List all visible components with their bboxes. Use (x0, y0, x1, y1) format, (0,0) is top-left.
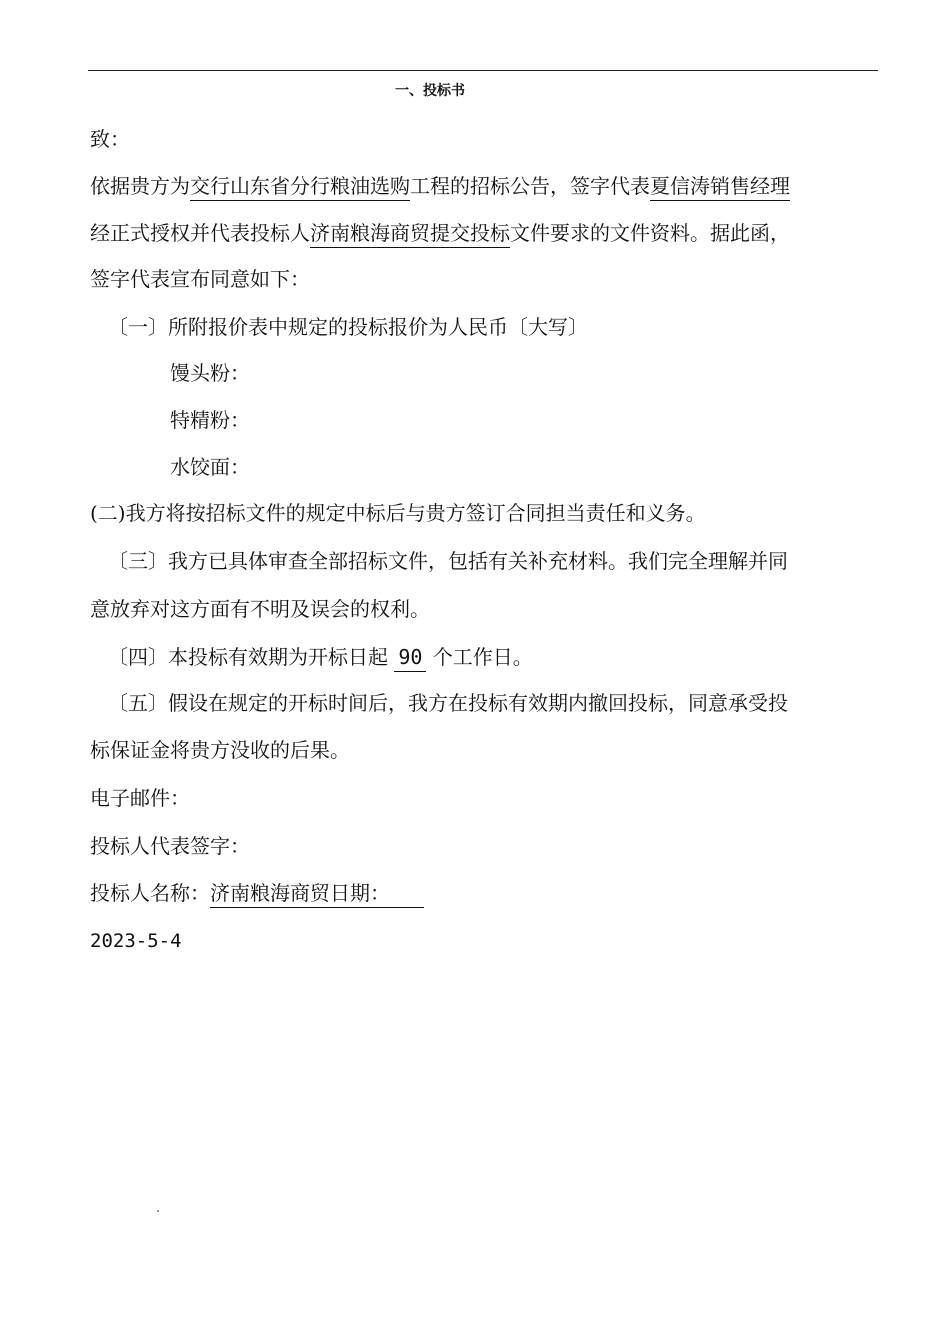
bidder-name-label: 投标人名称： (90, 881, 210, 905)
bidder-name: 济南粮海商贸提交投标 (310, 221, 510, 248)
intro-line-2 (90, 220, 790, 246)
clause-4-suffix: 个工作日。 (432, 645, 533, 669)
signature-label: 投标人代表签字： (90, 834, 250, 858)
clause-1: 〔一〕所附报价表中规定的投标报价为人民币〔大写〕 (108, 315, 588, 339)
clause-1-item: 馒头粉： (170, 361, 250, 385)
header-rule (88, 70, 878, 71)
date: 2023-5-4 (90, 930, 182, 952)
intro-text: 经正式授权并代表投标人 (90, 221, 310, 245)
intro-text: 文件要求的文件资料。据此函， (510, 221, 790, 245)
signer-name: 夏信涛销售经理 (650, 174, 790, 201)
clause-5-line-2: 标保证金将贵方没收的后果。 (90, 738, 350, 762)
intro-text: 依据贵方为 (90, 174, 190, 198)
clause-1-item: 特精粉： (170, 408, 250, 432)
clause-4 (108, 644, 533, 670)
clause-2: (二)我方将按招标文件的规定中标后与贵方签订合同担当责任和义务。 (90, 501, 706, 525)
validity-days: 90 (394, 645, 426, 672)
bidder-name-row (90, 880, 424, 906)
document-title: 一、投标书 (395, 83, 465, 99)
clause-4-prefix: 〔四〕本投标有效期为开标日起 (108, 645, 388, 669)
intro-line-3: 签字代表宣布同意如下： (90, 267, 310, 291)
clause-3-line-2: 意放弃对这方面有不明及误会的权利。 (90, 597, 430, 621)
clause-1-item: 水饺面： (170, 455, 250, 479)
clause-3-line-1: 〔三〕我方已具体审查全部招标文件，包括有关补充材料。我们完全理解并同 (108, 549, 788, 573)
intro-text: 工程的招标公告，签字代表 (410, 174, 650, 198)
bidder-name-value: 济南粮海商贸日期： (210, 881, 424, 908)
intro-line-1 (90, 173, 790, 199)
email-label: 电子邮件： (90, 786, 190, 810)
clause-5-line-1: 〔五〕假设在规定的开标时间后，我方在投标有效期内撤回投标，同意承受投 (108, 691, 788, 715)
project-name: 交行山东省分行粮油选购 (190, 174, 410, 201)
salutation: 致： (90, 127, 130, 151)
page-dot-mark (157, 1210, 159, 1212)
